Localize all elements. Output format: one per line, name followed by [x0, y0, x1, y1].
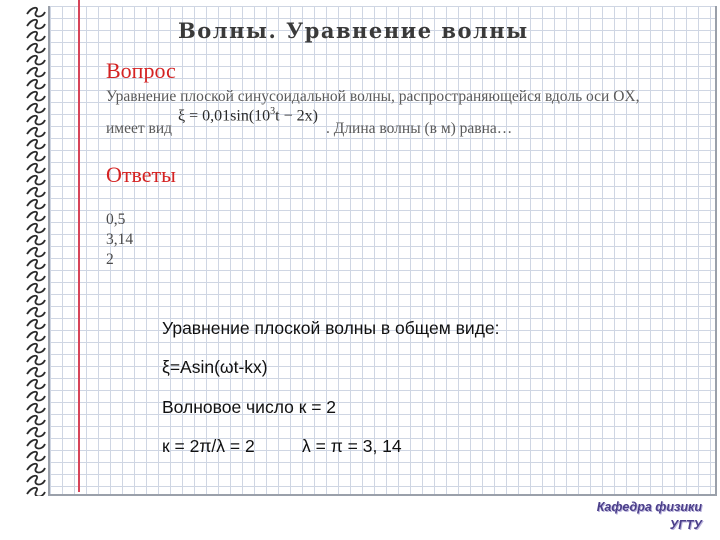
formula-left: ξ = 0,01sin(10 [178, 107, 271, 125]
answer-option: 2 [106, 251, 114, 268]
spiral-coil [27, 392, 45, 401]
spiral-coil [27, 212, 45, 221]
notebook-spiral [24, 4, 48, 496]
question-line-2-prefix: имеет вид [106, 120, 173, 137]
spiral-coil [27, 20, 45, 29]
spiral-coil [27, 488, 45, 496]
spiral-coil [27, 188, 45, 197]
spiral-coil [27, 224, 45, 233]
spiral-coil [27, 68, 45, 77]
solution-line-2: ξ=Asin(ωt-kx) [162, 357, 268, 377]
spiral-coil [27, 344, 45, 353]
spiral-coil [27, 428, 45, 437]
spiral-coil [27, 140, 45, 149]
spiral-coil [27, 440, 45, 449]
question-heading: Вопрос [106, 58, 176, 83]
spiral-coil [27, 296, 45, 305]
footer-university: УГТУ [669, 518, 702, 532]
spiral-coil [27, 308, 45, 317]
formula-exponent: 3 [270, 106, 276, 117]
spiral-coil [27, 320, 45, 329]
spiral-coil [27, 164, 45, 173]
spiral-coil [27, 404, 45, 413]
spiral-coil [27, 332, 45, 341]
spiral-coil [27, 80, 45, 89]
spiral-coil [27, 116, 45, 125]
spiral-coil [27, 44, 45, 53]
spiral-coil [27, 476, 45, 485]
spiral-coil [27, 176, 45, 185]
answers-heading: Ответы [106, 162, 176, 187]
spiral-coil [27, 380, 45, 389]
spiral-coil [27, 452, 45, 461]
spiral-coil [27, 32, 45, 41]
spiral-coil [27, 464, 45, 473]
spiral-coil [27, 56, 45, 65]
spiral-coil [27, 152, 45, 161]
slide-title: Волны. Уравнение волны [178, 18, 529, 43]
solution-line-3: Волновое число к = 2 [162, 397, 337, 417]
spiral-coil [27, 260, 45, 269]
spiral-coil [27, 200, 45, 209]
solution-line-4-right: λ = π = 3, 14 [302, 436, 402, 456]
spiral-coil [27, 248, 45, 257]
solution-line-1: Уравнение плоской волны в общем виде: [162, 318, 500, 338]
margin-line [78, 0, 80, 492]
spiral-coil [27, 236, 45, 245]
footer-department: Кафедра физики [596, 500, 702, 514]
spiral-coil [27, 356, 45, 365]
question-line-1: Уравнение плоской синусоидальной волны, распространяющейся вдоль оси OX, [106, 88, 640, 105]
spiral-coil [27, 272, 45, 281]
spiral-coil [27, 92, 45, 101]
spiral-coil [27, 284, 45, 293]
spiral-coil [27, 128, 45, 137]
formula-right: t − 2x) [275, 107, 318, 125]
spiral-coil [27, 368, 45, 377]
answer-option: 0,5 [106, 211, 126, 228]
answer-option: 3,14 [106, 231, 134, 248]
answers-list [106, 210, 133, 270]
solution-line-4-left: к = 2π/λ = 2 [162, 436, 255, 456]
spiral-coil [27, 416, 45, 425]
wave-equation-formula [178, 106, 318, 125]
spiral-coil [27, 104, 45, 113]
spiral-coil [27, 8, 45, 17]
question-line-2-suffix: . Длина волны (в м) равна… [326, 120, 513, 137]
